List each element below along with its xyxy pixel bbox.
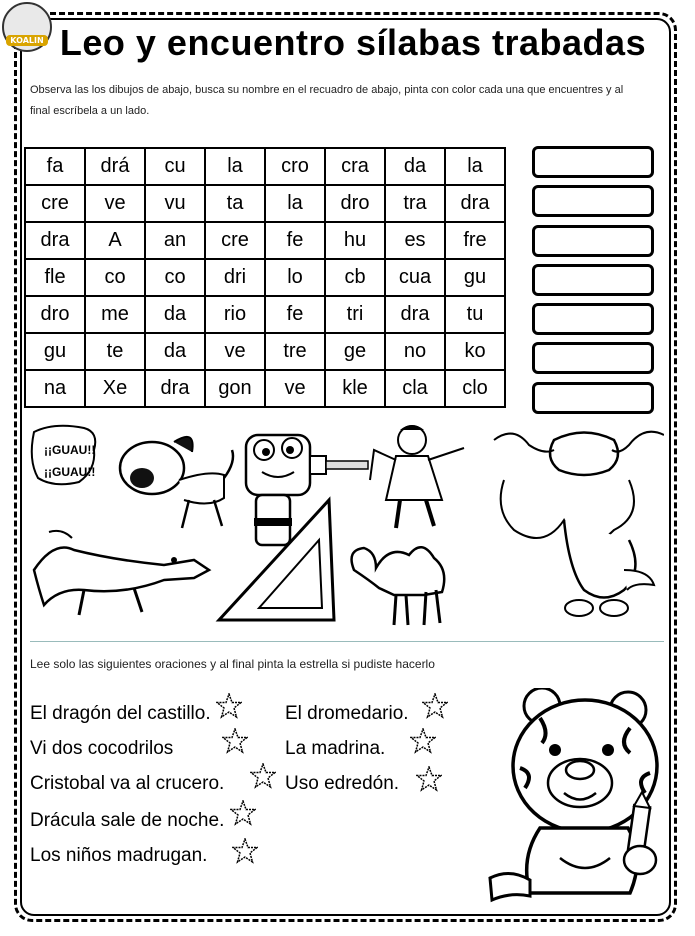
syllable-cell[interactable]: la bbox=[205, 148, 265, 185]
syllable-cell[interactable]: cre bbox=[25, 185, 85, 222]
syllable-cell[interactable]: cra bbox=[325, 148, 385, 185]
syllable-cell[interactable]: drá bbox=[85, 148, 145, 185]
sentence-left-3: Cristobal va al crucero. bbox=[30, 773, 225, 794]
syllable-cell[interactable]: cu bbox=[145, 148, 205, 185]
syllable-cell[interactable]: tu bbox=[445, 296, 505, 333]
sentence-right-3: Uso edredón. bbox=[285, 773, 400, 794]
instructions-text: Observa las los dibujos de abajo, busca su nombre en el recuadro de abajo, pinta con color cada una que encuentres y al final escríbela a un lado. bbox=[30, 84, 624, 117]
syllable-cell[interactable]: gu bbox=[25, 333, 85, 370]
answer-box[interactable] bbox=[532, 185, 654, 217]
syllable-cell[interactable]: tra bbox=[385, 185, 445, 222]
syllable-cell[interactable]: co bbox=[145, 259, 205, 296]
syllable-cell[interactable]: ve bbox=[265, 370, 325, 407]
answer-box[interactable] bbox=[532, 303, 654, 335]
syllable-cell[interactable]: te bbox=[85, 333, 145, 370]
syllable-cell[interactable]: vu bbox=[145, 185, 205, 222]
star-icon[interactable] bbox=[416, 766, 442, 792]
syllable-cell[interactable]: na bbox=[25, 370, 85, 407]
camel-icon bbox=[352, 547, 445, 625]
sentence-right-2: La madrina. bbox=[285, 738, 386, 759]
syllable-cell[interactable]: da bbox=[385, 148, 445, 185]
syllable-cell[interactable]: fre bbox=[445, 222, 505, 259]
syllable-cell[interactable]: dri bbox=[205, 259, 265, 296]
syllable-cell[interactable]: dra bbox=[385, 296, 445, 333]
syllable-cell[interactable]: ge bbox=[325, 333, 385, 370]
dracula-icon bbox=[370, 425, 464, 528]
sentence-left-4: Drácula sale de noche. bbox=[30, 810, 225, 831]
syllable-cell[interactable]: fa bbox=[25, 148, 85, 185]
reading-instructions: Lee solo las siguientes oraciones y al final pinta la estrella si pudiste hacerlo bbox=[30, 657, 435, 671]
syllable-cell[interactable]: fe bbox=[265, 222, 325, 259]
syllable-cell[interactable]: kle bbox=[325, 370, 385, 407]
star-icon[interactable] bbox=[250, 763, 276, 789]
answer-box[interactable] bbox=[532, 342, 654, 374]
grid-row bbox=[25, 148, 505, 185]
syllable-cell[interactable]: rio bbox=[205, 296, 265, 333]
syllable-cell[interactable]: la bbox=[445, 148, 505, 185]
syllable-cell[interactable]: es bbox=[385, 222, 445, 259]
syllable-cell[interactable]: lo bbox=[265, 259, 325, 296]
answer-boxes bbox=[532, 146, 658, 421]
syllable-cell[interactable]: cro bbox=[265, 148, 325, 185]
koalin-logo bbox=[2, 2, 52, 52]
syllable-cell[interactable]: cb bbox=[325, 259, 385, 296]
star-icon[interactable] bbox=[216, 693, 242, 719]
logo-text: KOALIN bbox=[6, 35, 47, 46]
syllable-cell[interactable]: dro bbox=[325, 185, 385, 222]
syllable-cell[interactable]: clo bbox=[445, 370, 505, 407]
star-icon[interactable] bbox=[410, 728, 436, 754]
star-icon[interactable] bbox=[422, 693, 448, 719]
grid-row bbox=[25, 333, 505, 370]
syllable-cell[interactable]: fle bbox=[25, 259, 85, 296]
crocodile-icon bbox=[34, 531, 209, 615]
sentence-right-1: El dromedario. bbox=[285, 703, 409, 724]
tiger-icon bbox=[480, 688, 670, 913]
grid-row bbox=[25, 222, 505, 259]
syllable-cell[interactable]: dra bbox=[145, 370, 205, 407]
syllable-cell[interactable]: Xe bbox=[85, 370, 145, 407]
pictures-area bbox=[24, 420, 664, 635]
star-icon[interactable] bbox=[222, 728, 248, 754]
answer-box[interactable] bbox=[532, 225, 654, 257]
bark-text-2: ¡¡GUAU!! bbox=[44, 465, 96, 479]
syllable-cell[interactable]: ko bbox=[445, 333, 505, 370]
syllable-cell[interactable]: me bbox=[85, 296, 145, 333]
syllable-cell[interactable]: gon bbox=[205, 370, 265, 407]
syllable-cell[interactable]: co bbox=[85, 259, 145, 296]
bark-text-1: ¡¡GUAU!! bbox=[44, 443, 96, 457]
syllable-cell[interactable]: da bbox=[145, 296, 205, 333]
syllable-cell[interactable]: da bbox=[145, 333, 205, 370]
grid-row bbox=[25, 185, 505, 222]
star-icon[interactable] bbox=[230, 800, 256, 826]
syllable-cell[interactable]: dro bbox=[25, 296, 85, 333]
syllable-cell[interactable]: cre bbox=[205, 222, 265, 259]
sentence-left-2: Vi dos cocodrilos bbox=[30, 738, 174, 759]
star-icon[interactable] bbox=[232, 838, 258, 864]
page-title: Leo y encuentro sílabas trabadas bbox=[59, 22, 647, 63]
dragon-icon bbox=[494, 432, 664, 616]
syllable-cell[interactable]: gu bbox=[445, 259, 505, 296]
sentence-left-1: El dragón del castillo. bbox=[30, 703, 211, 724]
dog-icon bbox=[32, 426, 233, 528]
section-divider bbox=[30, 641, 664, 642]
answer-box[interactable] bbox=[532, 264, 654, 296]
syllable-cell[interactable]: cua bbox=[385, 259, 445, 296]
grid-row bbox=[25, 370, 505, 407]
syllable-cell[interactable]: fe bbox=[265, 296, 325, 333]
answer-box[interactable] bbox=[532, 382, 654, 414]
syllable-cell[interactable]: la bbox=[265, 185, 325, 222]
syllable-cell[interactable]: ve bbox=[205, 333, 265, 370]
syllable-cell[interactable]: no bbox=[385, 333, 445, 370]
syllable-grid bbox=[24, 147, 506, 408]
grid-row bbox=[25, 259, 505, 296]
syllable-cell[interactable]: tri bbox=[325, 296, 385, 333]
syllable-cell[interactable]: A bbox=[85, 222, 145, 259]
grid-row bbox=[25, 296, 505, 333]
syllable-cell[interactable]: dra bbox=[445, 185, 505, 222]
syllable-cell[interactable]: dra bbox=[25, 222, 85, 259]
syllable-cell[interactable]: ve bbox=[85, 185, 145, 222]
sentence-left-5: Los niños madrugan. bbox=[30, 845, 208, 866]
answer-box[interactable] bbox=[532, 146, 654, 178]
syllable-cell[interactable]: an bbox=[145, 222, 205, 259]
syllable-cell[interactable]: hu bbox=[325, 222, 385, 259]
syllable-cell[interactable]: ta bbox=[205, 185, 265, 222]
syllable-cell[interactable]: tre bbox=[265, 333, 325, 370]
syllable-cell[interactable]: cla bbox=[385, 370, 445, 407]
